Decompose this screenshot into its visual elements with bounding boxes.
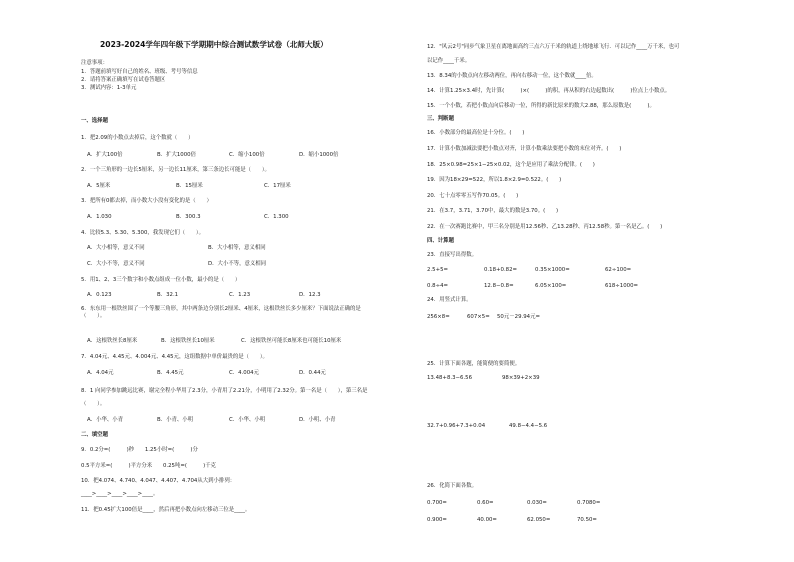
calc-item: 256×8=: [427, 314, 450, 320]
notice-item: 2．请将答案正确填写在试卷答题区: [81, 77, 166, 83]
calc-item: 13.48+8.3−6.56: [427, 375, 473, 381]
question-10: 10．把4.074、4.740、4.047、4.407、4.704从大到小排列：: [81, 478, 236, 484]
question-25: 25．计算下面各题，能简便的要简便。: [427, 361, 521, 367]
section-judge-heading: 三、判断题: [427, 116, 454, 122]
question-9-part2: 0.5平方米=( )平方分米 0.25吨=( )千克: [81, 463, 217, 469]
question-21: 21．在3.7，3.71，3.70中，最大的数是3.70。( ): [427, 208, 559, 214]
question-1: 1．把2.09的小数点去掉后，这个数就（ ）: [81, 135, 194, 141]
question-18: 18．25×0.98=25×1−25×0.02，这个是应用了乘法分配律。( ): [427, 162, 595, 168]
option-d: D．小明、小青: [299, 417, 336, 423]
calc-item: 0.60=: [477, 500, 494, 506]
option-a: A．扩大100倍: [87, 152, 123, 158]
calc-item: 0.8÷4=: [427, 283, 449, 289]
question-15: 15．一个小数，若把小数点向后移动一位，所得的新比原来的数大2.88，那么原数是( )。: [427, 103, 655, 109]
option-a: A．1.030: [87, 214, 112, 220]
calc-item: 98×39+2×39: [502, 375, 540, 381]
notice-item: 1．答题前填写好自己的姓名、班级、考号等信息: [81, 69, 198, 75]
option-b: B．32.1: [157, 292, 179, 298]
calc-item: 6.05×100=: [535, 283, 567, 289]
question-8: 8．1 向同学参加跳远比赛，谢完全程小华用了2.3分，小青用了2.21分，小明用了2.32分。第一名是（ ），第三名是（ ）。: [81, 388, 368, 407]
calc-item: 0.900=: [427, 517, 447, 523]
question-10-answer: ____>____>____>____>____。: [81, 491, 159, 497]
calc-item: 50元－29.94元=: [497, 314, 540, 320]
option-c: C．17厘米: [264, 183, 291, 189]
option-b: B．大小相等，意义相同: [208, 245, 266, 251]
option-a: A．小华、小青: [87, 417, 124, 423]
calc-item: 32.7+0.96+7.3+0.04: [427, 423, 486, 429]
section-choice-heading: 一、选择题: [81, 118, 108, 124]
calc-item: 0.35×1000=: [535, 267, 570, 273]
calc-item: 0.18+0.82=: [484, 267, 518, 273]
question-16: 16．小数部分的最高位是十分位。( ): [427, 130, 525, 136]
option-c: C．1.23: [229, 292, 251, 298]
section-calc-heading: 四、计算题: [427, 238, 454, 244]
question-13: 13．8.34的小数点向左移动两位，再向右移动一位，这个数就____倍。: [427, 73, 597, 79]
calc-item: 0.7080=: [577, 500, 601, 506]
option-c: C．这根铁丝可能长8厘米也可能长10厘米: [241, 338, 342, 344]
option-c: C．4.004元: [229, 370, 259, 376]
question-26: 26．化简下面各数。: [427, 483, 477, 489]
option-b: B．扩大1000倍: [157, 152, 196, 158]
question-22: 22．在一次赛跑比赛中，甲三名分别是用12.56秒、乙13.28秒、丙12.58秒。第一名是乙。( ): [427, 224, 663, 230]
option-a: A．5厘米: [87, 183, 111, 189]
question-12-cont: 以记作____千米。: [427, 58, 471, 64]
option-d: D．0.44元: [299, 370, 326, 376]
calc-item: 0.030=: [527, 500, 547, 506]
question-9: 9．0.2分=( )秒 1.25小时=( )分: [81, 447, 198, 453]
option-d: D．缩小1000倍: [299, 152, 339, 158]
question-17: 17．计算小数加减法要把小数点对齐，计算小数乘法要把小数的末位对齐。( ): [427, 146, 622, 152]
option-a: A．4.04元: [87, 370, 114, 376]
question-6: 6．东东用一根铁丝围了一个等腰三角形，其中两条边分别长2厘米、4厘米，这根铁丝长多少厘米？下面说法正确的是（ ）。: [81, 306, 361, 319]
calc-item: 62÷100=: [605, 267, 632, 273]
question-4: 4．比较5.3、5.30、5.300，我发现它们（ ）。: [81, 230, 204, 236]
option-d: D．12.3: [299, 292, 321, 298]
notice-heading: 注意事项：: [81, 60, 108, 66]
question-5: 5．用1、2、3三个数字和小数点组成一位小数，最小的是（ ）: [81, 277, 241, 283]
page-title: 2023-2024学年四年级下学期期中综合测试数学试卷（北师大版）: [100, 40, 328, 49]
question-23: 23．直接写出得数。: [427, 252, 477, 258]
option-b: B．小青、小明: [157, 417, 194, 423]
calc-item: 12.8−0.8=: [484, 283, 514, 289]
option-c: C．1.300: [264, 214, 289, 220]
option-c: C．缩小100倍: [229, 152, 265, 158]
question-20: 20．七十点零零五写作70.05。( ): [427, 193, 519, 199]
calc-item: 0.700=: [427, 500, 447, 506]
question-19: 19．因为18×29=522，所以1.8×2.9=0.522。( ): [427, 177, 562, 183]
calc-item: 618÷1000=: [605, 283, 639, 289]
calc-item: 62.050=: [527, 517, 551, 523]
question-2: 2．一个三角形的一边长5厘米，另一边长11厘米，第三条边长可能是（ ）。: [81, 167, 270, 173]
calc-item: 49.8−4.4−5.6: [509, 423, 548, 429]
calc-item: 607×5=: [467, 314, 490, 320]
question-24: 24．用竖式计算。: [427, 297, 472, 303]
question-12: 12．"风云2号"同步气象卫星在离地面高约三点六万千米的轨道上绕地球飞行．可以记作____万千米，也可: [427, 44, 680, 50]
calc-item: 2.5+5=: [427, 267, 449, 273]
option-c: C．小华、小明: [229, 417, 266, 423]
calc-item: 70.50=: [577, 517, 597, 523]
section-fill-heading: 二、填空题: [81, 432, 108, 438]
question-11: 11．把0.45扩大100倍是____，然后再把小数点向左移动三位是____。: [81, 507, 251, 513]
question-3: 3．把所有0都去掉，而小数大小没有变化的是（ ）: [81, 198, 212, 204]
option-b: B．这根铁丝长10厘米: [161, 338, 215, 344]
question-14: 14．计算1.25×3.4时，先计算( )×( )的积，再从积的右边起数出( )位点上小数点。: [427, 88, 671, 94]
option-a: A．0.123: [87, 292, 112, 298]
option-b: B．300.3: [176, 214, 201, 220]
option-b: B．15厘米: [176, 183, 203, 189]
calc-item: 40.00=: [477, 517, 497, 523]
option-c: C．大小不等，意义不同: [87, 261, 145, 267]
option-d: D．大小不等，意义相同: [208, 261, 267, 267]
question-7: 7．4.04元、4.45元、4.004元、4.45元，这组数据中单价最贵的是（ ）。: [81, 354, 268, 360]
notice-item: 3．测试内容：1-3单元: [81, 85, 137, 91]
option-a: A．大小相等，意义不同: [87, 245, 145, 251]
option-b: B．4.45元: [157, 370, 184, 376]
option-a: A．这根铁丝长8厘米: [87, 338, 138, 344]
